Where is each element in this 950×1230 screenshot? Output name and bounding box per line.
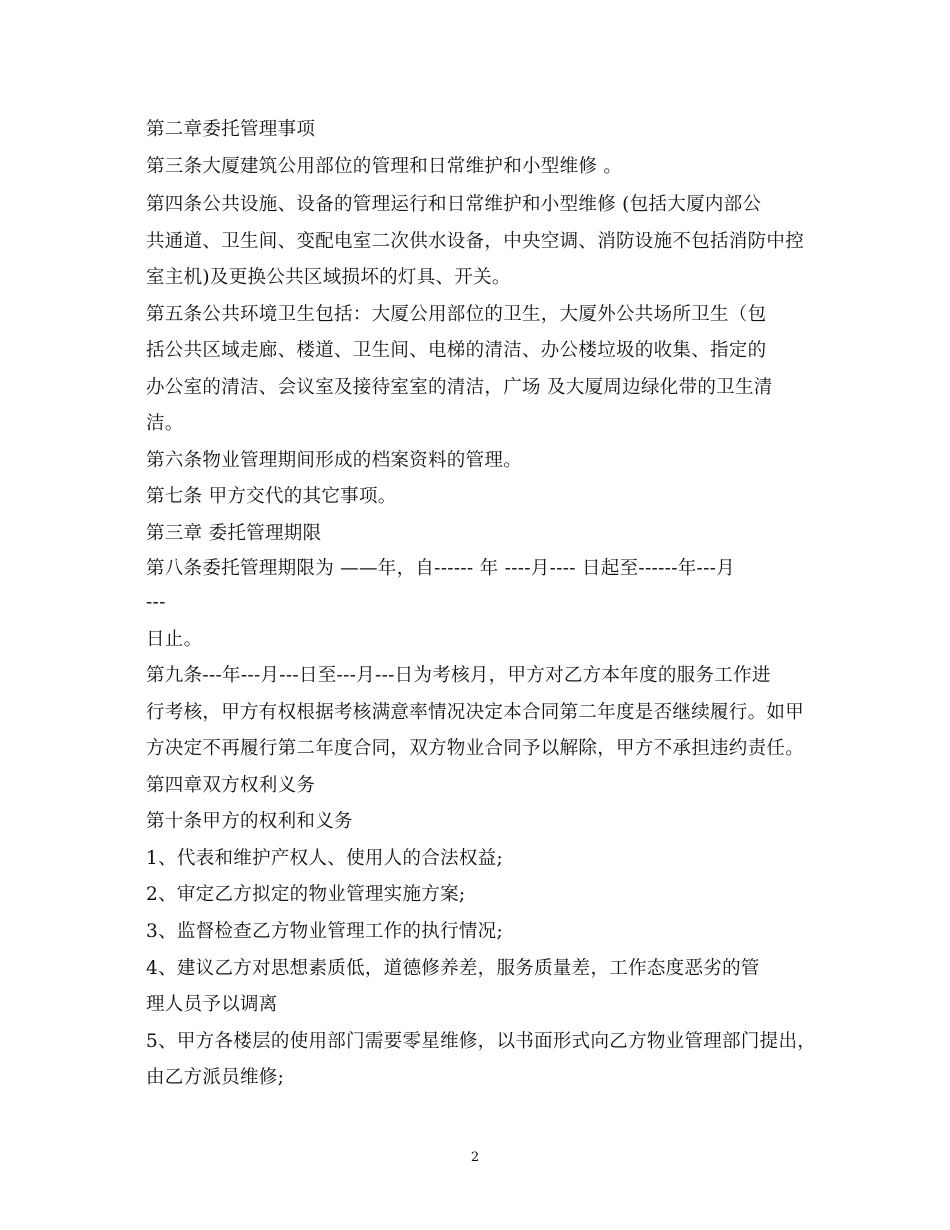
chapter-3-heading: 第三章 委托管理期限: [146, 523, 322, 544]
item-4-line-1: 4、建议乙方对思想素质低，道德修养差，服务质量差，工作态度恶劣的管: [146, 958, 760, 979]
article-3: 第三条大厦建筑公用部位的管理和日常维护和小型维修 。: [146, 156, 623, 177]
chapter-2-heading: 第二章委托管理事项: [146, 119, 316, 140]
item-5-line-1: 5、甲方各楼层的使用部门需要零星维修，以书面形式向乙方物业管理部门提出，: [146, 1031, 817, 1052]
page-number: 2: [470, 1150, 480, 1165]
item-5-line-2: 由乙方派员维修;: [146, 1067, 285, 1088]
article-10: 第十条甲方的权利和义务: [146, 811, 353, 832]
article-8-line-2: ---: [146, 592, 166, 613]
article-5-line-3: 办公室的清洁、会议室及接待室室的清洁，广场 及大厦周边绿化带的卫生清: [146, 377, 773, 398]
item-1: 1、代表和维护产权人、使用人的合法权益;: [146, 848, 504, 869]
article-4-line-2: 共通道、卫生间、变配电室二次供水设备，中央空调、消防设施不包括消防中控: [146, 231, 805, 252]
article-4-line-1: 第四条公共设施、设备的管理运行和日常维护和小型维修 (包括大厦内部公: [146, 194, 762, 215]
item-3: 3、监督检查乙方物业管理工作的执行情况;: [146, 921, 504, 942]
item-4-line-2: 理人员予以调离: [146, 994, 278, 1015]
chapter-4-heading: 第四章双方权利义务: [146, 775, 316, 796]
article-5-line-4: 洁。: [146, 413, 184, 434]
article-7: 第七条 甲方交代的其它事项。: [146, 486, 397, 507]
article-8-line-3: 日止。: [146, 629, 203, 650]
article-9-line-2: 行考核，甲方有权根据考核满意率情况决定本合同第二年度是否继续履行。如甲: [146, 702, 805, 723]
article-6: 第六条物业管理期间形成的档案资料的管理。: [146, 450, 523, 471]
article-8-line-1: 第八条委托管理期限为 ——年，自------ 年 ----月---- 日起至------年---月: [146, 558, 735, 579]
article-4-line-3: 室主机)及更换公共区域损坏的灯具、开关。: [146, 267, 511, 288]
article-9-line-3: 方决定不再履行第二年度合同，双方物业合同予以解除，甲方不承担违约责任。: [146, 738, 805, 759]
article-5-line-1: 第五条公共环境卫生包括：大厦公用部位的卫生，大厦外公共场所卫生（包: [146, 304, 767, 325]
article-5-line-2: 括公共区域走廊、楼道、卫生间、电梯的清洁、办公楼垃圾的收集、指定的: [146, 340, 767, 361]
article-9-line-1: 第九条---年---月---日至---月---日为考核月，甲方对乙方本年度的服务工作进: [146, 665, 771, 686]
item-2: 2、审定乙方拟定的物业管理实施方案;: [146, 884, 466, 905]
